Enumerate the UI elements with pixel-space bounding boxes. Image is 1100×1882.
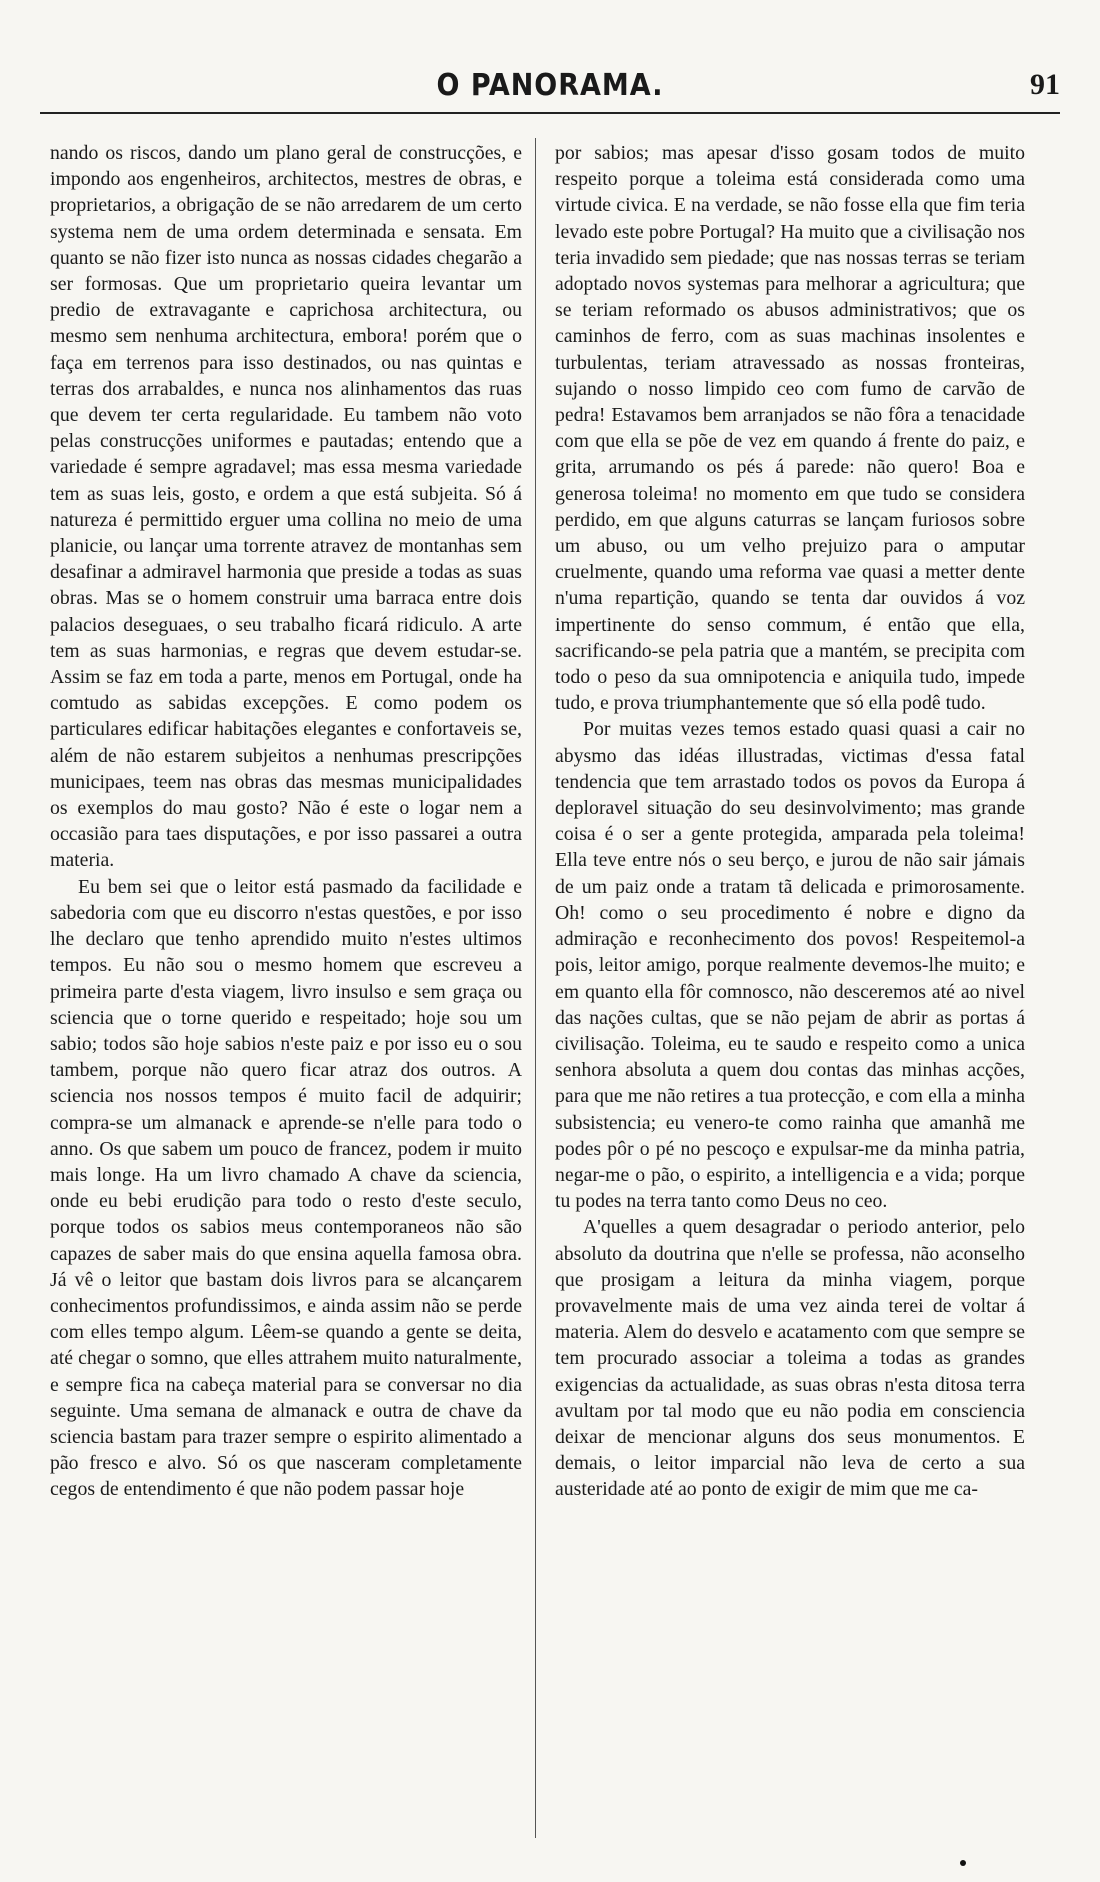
right-paragraph-1: por sabios; mas apesar d'isso gosam todos de muito respeito porque a toleima está considerada como uma virtude civica. E na verdade, se não fosse ella que fim teria levado este pobre Portugal? Ha muito que a civilisação nos teria invadido sem piedade; que nas nossas terras se teriam adoptado novos systemas para melhorar a agricultura; que se teriam reformado os abusos administrativos; que os caminhos de ferro, com as suas machinas insolentes e turbulentas, teriam atravessado as nossas fronteiras, sujando o nosso limpido ceo com fumo de carvão de pedra! Estavamos bem arranjados se não fôra a tenacidade com que ella se põe de vez em quando á frente do paiz, e grita, arrumando os pés á parede: não quero! Boa e generosa toleima! no momento em que tudo se considera perdido, em que alguns caturras se lançam furiosos sobre um abuso, ou um velho prejuizo para o amputar cruelmente, quando uma reforma vae quasi a metter dente n'uma repartição, quando se tenta dar ouvidos á voz impertinente do senso commum, é então que ella, sacrificando-se pela patria que a mantém, se precipita com todo o peso da sua omnipotencia e aniquila tudo, impede tudo, e prova triumphantemente que só ella podê tudo. — [555, 142, 1025, 715]
right-paragraph-2: Por muitas vezes temos estado quasi quasi a cair no abysmo das idéas illustradas, victimas d'essa fatal tendencia que tem arrastado todos os povos da Europa á deploravel situação do seu desinvolvimento; mas grande coisa é o ser a gente protegida, amparada pela toleima! Ella teve entre nós o seu berço, e jurou de não sair jámais de um paiz onde a tratam tã delicada e primorosamente. Oh! como o seu procedimento é nobre e digno da admiração e reconhecimento dos povos! Respeitemol-a pois, leitor amigo, porque realmente devemos-lhe muito; e em quanto ella fôr comnosco, não desceremos até ao nivel das nações cultas, que se não pejam de abrir as portas á civilisação. Toleima, eu te saudo e respeito como a unica senhora absoluta a quem dou contas das minhas acções, para que me não retires a tua protecção, e com ella a minha subsistencia; eu venero-te como rainha que amanhã me podes pôr o pé no pescoço e expulsar-me da minha patria, negar-me o pão, o espirito, a intelligencia e a vida; porque tu podes na terra tanto como Deus no ceo. — [555, 718, 1025, 1213]
right-column — [555, 140, 1025, 1503]
journal-title: O PANORAMA. — [436, 68, 664, 103]
page-number: 91 — [1030, 68, 1060, 101]
right-paragraph-3: A'quelles a quem desagradar o periodo anterior, pelo absoluto da doutrina que n'elle se professa, não aconselho que prosigam a leitura da minha viagem, porque provavelmente mais de uma vez ainda terei de voltar á materia. Alem do desvelo e acatamento com que sempre se tem procurado associar a toleima a todas as grandes exigencias da actualidade, as suas obras n'esta ditosa terra avultam por tal modo que eu não podia em consciencia deixar de mencionar alguns dos seus monumentos. E demais, o leitor imparcial não leva de certo a sua austeridade até ao ponto de exigir de mim que me ca- — [555, 1216, 1025, 1501]
page-header — [40, 62, 1060, 114]
left-paragraph-2: Eu bem sei que o leitor está pasmado da facilidade e sabedoria com que eu discorro n'estas questões, e por isso lhe declaro que tenho aprendido muito n'estes ultimos tempos. Eu não sou o mesmo homem que escreveu a primeira parte d'esta viagem, livro insulso e sem graça ou sciencia que o torne querido e respeitado; hoje sou um sabio; todos são hoje sabios n'este paiz e por isso eu o sou tambem, porque não quero ficar atraz dos outros. A sciencia nos nossos tempos é muito facil de adquirir; compra-se um almanack e aprende-se n'elle para todo o anno. Os que sabem um pouco de francez, podem ir muito mais longe. Ha um livro chamado A chave da sciencia, onde eu bebi erudição para todo o resto d'este seculo, porque todos os sabios meus contemporaneos não são capazes de saber mais do que ensina aquella famosa obra. Já vê o leitor que bastam dois livros para se alcançarem conhecimentos profundissimos, e ainda assim não se perde com elles tempo algum. Lêem-se quando a gente se deita, até chegar o somno, que elles attrahem muito naturalmente, e sempre fica na cabeça material para se conversar no dia seguinte. Uma semana de almanack e outra de chave da sciencia bastam para trazer sempre o espirito alimentado a pão fresco e alvo. Só os que nasceram completamente cegos de entendimento é que não podem passar hoje — [50, 875, 522, 1501]
left-paragraph-1: nando os riscos, dando um plano geral de construcções, e impondo aos engenheiros, architectos, mestres de obras, e proprietarios, a obrigação de se não arredarem de um certo systema nem de uma ordem determinada e sensata. Em quanto se não fizer isto nunca as nossas cidades chegarão a ser formosas. Que um proprietario queira levantar um predio de extravagante e caprichosa architectura, ou mesmo sem nenhuma architectura, embora! porém que o faça em terrenos para isso destinados, ou nas quintas e terras dos arrabaldes, e nunca nos alinhamentos das ruas que devem ter certa regularidade. Eu tambem não voto pelas construcções uniformes e pautadas; entendo que a variedade é sempre agradavel; mas essa mesma variedade tem as suas leis, gosto, e ordem a que está subjeita. Só á natureza é permittido erguer uma collina no meio de uma planicie, ou lançar uma torrente atravez de montanhas sem desafinar a admiravel harmonia que preside a todas as suas obras. Mas se o homem construir uma barraca entre dois palacios deseguaes, o seu trabalho ficará ridiculo. A arte tem as suas harmonias, e regras que devem estudar-se. Assim se faz em toda a parte, menos em Portugal, onde ha comtudo as sabidas excepções. E como podem os particulares edificar habitações elegantes e confortaveis se, além de não estarem subjeitos a nenhumas prescripções municipaes, teem nas obras das mesmas municipalidades os exemplos do mau gosto? Não é este o logar nem a occasião para taes disputações, e por isso passarei a outra materia. — [50, 142, 522, 872]
left-column — [50, 140, 522, 1503]
ink-dot — [960, 1860, 966, 1866]
column-divider — [535, 138, 536, 1838]
